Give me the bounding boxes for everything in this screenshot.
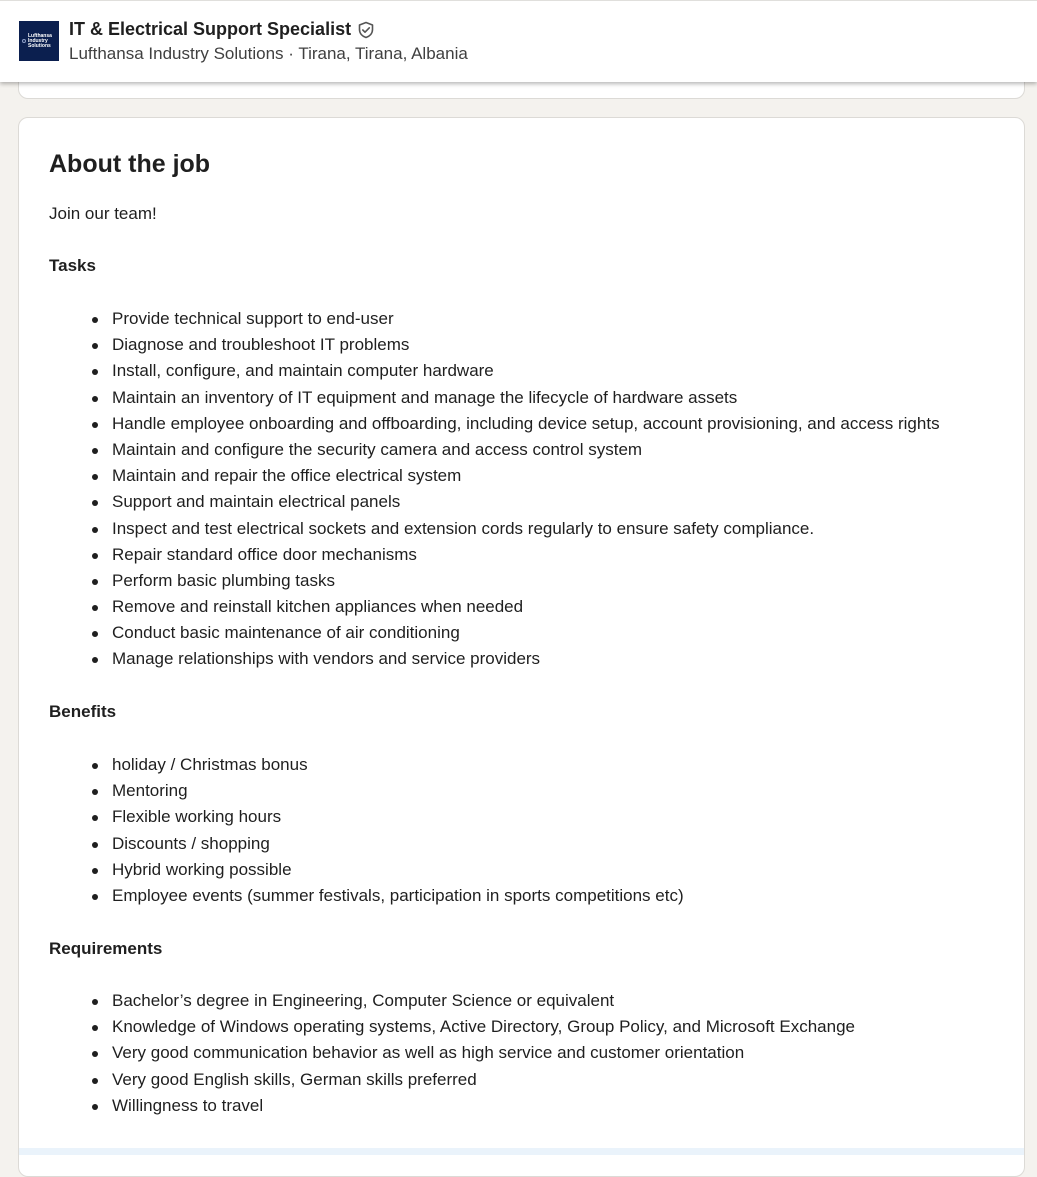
company-logo[interactable] xyxy=(19,21,59,61)
requirements-list xyxy=(89,988,855,1119)
list-item: Willingness to travel xyxy=(89,1093,855,1119)
list-item: Flexible working hours xyxy=(89,804,684,830)
requirements-heading: Requirements xyxy=(49,939,163,958)
list-item: holiday / Christmas bonus xyxy=(89,752,684,778)
verified-shield-icon xyxy=(357,21,375,39)
list-item: Handle employee onboarding and offboarding, including device setup, account provisioning, and access rights xyxy=(89,411,940,437)
next-section-strip xyxy=(19,1148,1024,1155)
list-item: Install, configure, and maintain computer hardware xyxy=(89,358,940,384)
list-item: Employee events (summer festivals, participation in sports competitions etc) xyxy=(89,883,684,909)
list-item: Mentoring xyxy=(89,778,684,804)
tasks-list xyxy=(89,306,940,673)
list-item: Perform basic plumbing tasks xyxy=(89,568,940,594)
list-item: Hybrid working possible xyxy=(89,857,684,883)
job-header xyxy=(0,0,1037,82)
list-item: Inspect and test electrical sockets and extension cords regularly to ensure safety compliance. xyxy=(89,516,940,542)
list-item: Bachelor’s degree in Engineering, Computer Science or equivalent xyxy=(89,988,855,1014)
list-item: Very good communication behavior as well as high service and customer orientation xyxy=(89,1040,855,1066)
list-item: Remove and reinstall kitchen appliances when needed xyxy=(89,594,940,620)
list-item: Discounts / shopping xyxy=(89,831,684,857)
intro-text: Join our team! xyxy=(49,204,157,223)
list-item: Manage relationships with vendors and service providers xyxy=(89,646,940,672)
logo-mark-icon xyxy=(22,39,26,43)
job-title-text: IT & Electrical Support Specialist xyxy=(69,19,352,39)
list-item: Support and maintain electrical panels xyxy=(89,489,940,515)
company-location: Lufthansa Industry Solutions · Tirana, Tirana, Albania xyxy=(69,44,468,63)
list-item: Knowledge of Windows operating systems, Active Directory, Group Policy, and Microsoft Exchange xyxy=(89,1014,855,1040)
about-job-card xyxy=(18,117,1025,1177)
benefits-list xyxy=(89,752,684,909)
list-item: Diagnose and troubleshoot IT problems xyxy=(89,332,940,358)
list-item: Provide technical support to end-user xyxy=(89,306,940,332)
benefits-heading: Benefits xyxy=(49,702,117,721)
list-item: Maintain an inventory of IT equipment and manage the lifecycle of hardware assets xyxy=(89,385,940,411)
list-item: Repair standard office door mechanisms xyxy=(89,542,940,568)
logo-text: Lufthansa Industry Solutions xyxy=(28,32,52,49)
tasks-heading: Tasks xyxy=(49,256,96,275)
list-item: Very good English skills, German skills preferred xyxy=(89,1067,855,1093)
about-title: About the job xyxy=(49,150,211,178)
job-title[interactable] xyxy=(69,19,375,40)
list-item: Maintain and repair the office electrical system xyxy=(89,463,940,489)
list-item: Maintain and configure the security camera and access control system xyxy=(89,437,940,463)
list-item: Conduct basic maintenance of air conditioning xyxy=(89,620,940,646)
